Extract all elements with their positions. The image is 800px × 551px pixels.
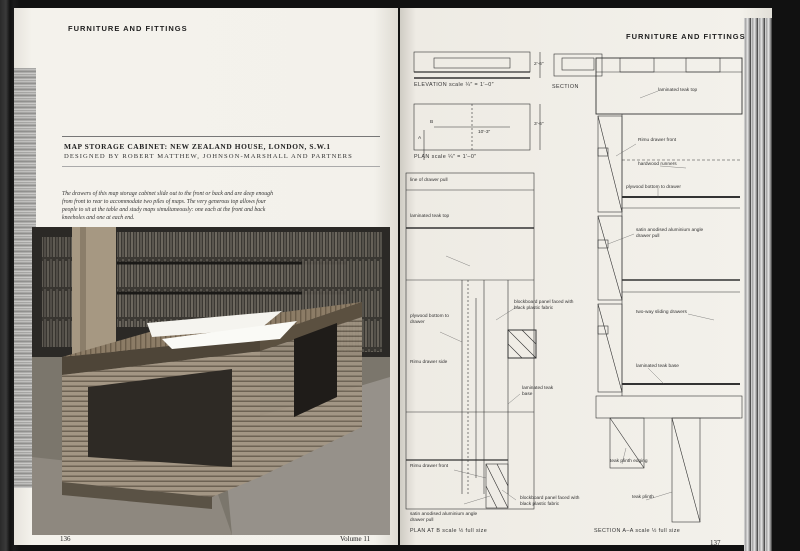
plan-at-b-title: PLAN AT B bbox=[410, 528, 441, 534]
label-blockboard-2: blockboard panel faced with black plastic fabric bbox=[520, 496, 580, 507]
section-mark-a: A bbox=[418, 136, 422, 141]
volume-label: Volume 11 bbox=[340, 535, 371, 543]
label-runners: hardwood runners bbox=[638, 162, 677, 167]
label-plywood-bottom: plywood bottom to drawer bbox=[410, 314, 449, 325]
label-drawer-pull-line: line of drawer pull bbox=[410, 178, 448, 183]
running-header-left: FURNITURE AND FITTINGS bbox=[68, 24, 188, 33]
elevation-title: ELEVATION bbox=[414, 82, 448, 88]
section-aa-caption bbox=[594, 528, 680, 534]
plan-label bbox=[414, 154, 477, 160]
label-blockboard-1: blockboard panel faced with black plastic fabric bbox=[514, 300, 574, 311]
section-mark-b: B bbox=[430, 120, 434, 125]
section-aa-scale: scale ½ full size bbox=[635, 528, 681, 534]
photo-caption: The drawers of this map storage cabinet slide out to the front or back and are deep enough from front to rear to accommodate two piles of maps. The very generous top allows four people to sit at the table and study maps simultaneously: one each at the front and back kneeholes and one at each end. bbox=[62, 191, 273, 221]
label-rimu-side: Rimu drawer side bbox=[410, 360, 448, 365]
label-laminated-base: laminated teak base bbox=[522, 386, 554, 397]
section-aa-title: SECTION A–A bbox=[594, 528, 634, 534]
label-plinth: teak plinth bbox=[632, 495, 654, 500]
label-satin-pull: satin anodised aluminium angle drawer pull bbox=[410, 512, 478, 523]
label-sliding-drawers: two-way sliding drawers bbox=[636, 310, 687, 315]
designer-credit: DESIGNED BY ROBERT MATTHEW, JOHNSON-MARSHALL AND PARTNERS bbox=[64, 153, 353, 160]
technical-drawings bbox=[400, 8, 772, 551]
section-label: SECTION bbox=[552, 84, 579, 90]
plan-scale: scale ¼″ = 1′–0″ bbox=[431, 154, 477, 160]
right-page bbox=[400, 8, 772, 545]
label-section-plywood: plywood bottom to drawer bbox=[626, 185, 681, 190]
label-laminated-top: laminated teak top bbox=[410, 214, 450, 219]
plan-title: PLAN bbox=[414, 154, 430, 160]
plan-at-b-scale: scale ½ full size bbox=[442, 528, 488, 534]
cabinet-photo bbox=[32, 227, 390, 535]
elevation-label bbox=[414, 82, 494, 88]
running-header-right: FURNITURE AND FITTINGS bbox=[626, 32, 746, 41]
left-page bbox=[14, 8, 398, 545]
label-section-base: laminated teak base bbox=[636, 364, 679, 369]
dim-depth: 3′-6″ bbox=[534, 122, 544, 127]
label-rimu-front: Rimu drawer front bbox=[410, 464, 449, 469]
title-rule bbox=[62, 136, 380, 137]
label-section-rimu-front: Rimu drawer front bbox=[638, 138, 677, 143]
label-section-top: laminated teak top bbox=[658, 88, 698, 93]
label-section-pull: satin anodised aluminium angle drawer pull bbox=[636, 228, 704, 239]
title-rule-bottom bbox=[62, 166, 380, 167]
elevation-scale: scale ¼″ = 1′–0″ bbox=[448, 82, 494, 88]
plan-at-b-caption bbox=[410, 528, 487, 534]
dim-height: 2′-6″ bbox=[534, 62, 544, 67]
dim-plan-width: 10′-3″ bbox=[478, 130, 491, 135]
article-title: MAP STORAGE CABINET: NEW ZEALAND HOUSE, LONDON, S.W.1 bbox=[64, 142, 331, 151]
page-number-right: 137 bbox=[710, 539, 721, 547]
label-plinth-edging: teak plinth edging bbox=[610, 459, 648, 464]
page-number-left: 136 bbox=[60, 535, 71, 543]
